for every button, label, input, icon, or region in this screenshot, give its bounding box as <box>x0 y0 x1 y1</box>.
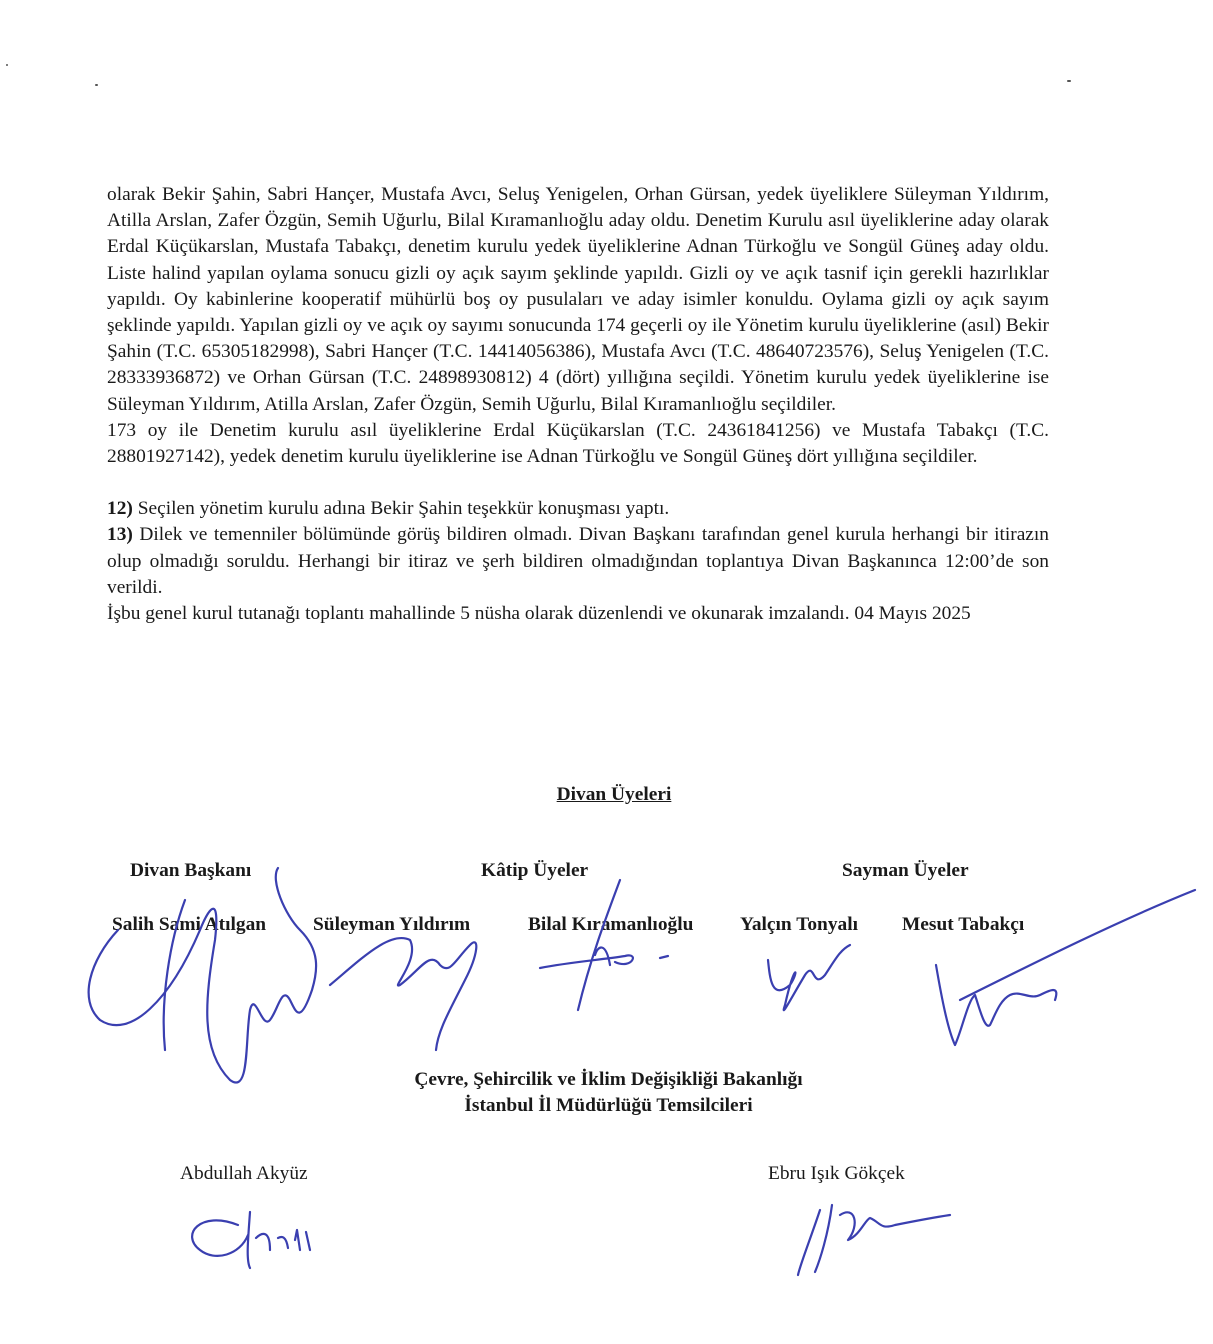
paragraph-audit-board: 173 oy ile Denetim kurulu asıl üyeliklerine Erdal Küçükarslan (T.C. 24361841256) ve Mustafa Tabakçı (T.C. 28801927142), yedek denetim kurulu üyeliklerine ise Adnan Türkoğlu ve Songül Güneş dört yıllığına seçildiler. <box>107 419 1049 468</box>
divan-title: Divan Üyeleri <box>556 784 672 805</box>
signature-clerk-1 <box>330 938 476 1050</box>
minutes-body <box>107 182 1049 627</box>
scan-speck <box>95 84 98 86</box>
representative-name: Abdullah Akyüz <box>180 1163 308 1184</box>
item-12 <box>107 496 1049 522</box>
role-treasurers: Sayman Üyeler <box>842 860 969 881</box>
signature-treasurer-1 <box>768 945 850 1010</box>
signature-representative-1 <box>192 1212 310 1268</box>
item-13-text: Dilek ve temenniler bölümünde görüş bildiren olmadı. Divan Başkanı tarafından genel kurula herhangi bir itirazın olup olmadığı soruldu. Herhangi bir itiraz ve şerh bildiren olmadığından toplantıya Divan Başkanınca 12:00’de son verildi. <box>107 524 1049 598</box>
signature-chair <box>89 868 317 1083</box>
member-name: Salih Sami Atılgan <box>112 914 267 935</box>
paragraph-election-results: olarak Bekir Şahin, Sabri Hançer, Mustafa Avcı, Seluş Yenigelen, Orhan Gürsan, yedek üyeliklere Süleyman Yıldırım, Atilla Arslan, Zafer Özgün, Semih Uğurlu, Bilal Kıramanlıoğlu aday oldu. Denetim Kurulu asıl üyeliklerine aday olarak Erdal Küçükarslan, Mustafa Tabakçı, denetim kurulu yedek üyeliklerine Adnan Türkoğlu ve Songül Güneş aday oldu. Liste halind yapılan oylama sonucu gizli oy açık sayım şeklinde yapıldı. Gizli oy ve açık tasnif için gerekli hazırlıklar yapıldı. Oy kabinlerine kooperatif mühürlü boş oy pusulaları ve aday isimler konuldu. Oylama gizli oy açık sayım şeklinde yapıldı. Yapılan gizli oy ve açık oy sayımı sonucunda 174 geçerli oy ile Yönetim kurulu üyeliklerine (asıl) Bekir Şahin (T.C. 65305182998), Sabri Hançer (T.C. 14414056386), Mustafa Avcı (T.C. 48640723576), Seluş Yenigelen (T.C. 28333936872) ve Orhan Gürsan (T.C. 24898930812) 4 (dört) yıllığına seçildi. Yönetim kurulu yedek üyeliklerine ise Süleyman Yıldırım, Atilla Arslan, Zafer Özgün, Semih Uğurlu, Bilal Kıramanlıoğlu seçildiler. <box>107 184 1049 415</box>
scan-speck <box>1067 80 1071 82</box>
item-13 <box>107 522 1049 601</box>
signature-representative-2 <box>798 1205 950 1275</box>
ministry-office: İstanbul İl Müdürlüğü Temsilcileri <box>464 1095 753 1116</box>
item-12-number: 12) <box>107 498 133 520</box>
representative-name: Ebru Işık Gökçek <box>768 1163 905 1184</box>
scan-speck <box>6 64 8 66</box>
member-name: Mesut Tabakçı <box>902 914 1025 935</box>
member-name: Süleyman Yıldırım <box>313 914 471 935</box>
closing-statement: İşbu genel kurul tutanağı toplantı mahallinde 5 nüsha olarak düzenlendi ve okunarak imzalandı. 04 Mayıs 2025 <box>107 603 971 625</box>
role-chair: Divan Başkanı <box>130 860 252 881</box>
item-12-text: Seçilen yönetim kurulu adına Bekir Şahin teşekkür konuşması yaptı. <box>132 498 670 520</box>
role-clerks: Kâtip Üyeler <box>481 860 589 881</box>
ministry-name: Çevre, Şehircilik ve İklim Değişikliği Bakanlığı <box>414 1069 803 1090</box>
item-13-number: 13) <box>107 524 133 546</box>
member-name: Bilal Kıramanlıoğlu <box>528 914 694 935</box>
member-name: Yalçın Tonyalı <box>740 914 859 935</box>
signature-clerk-2 <box>540 880 668 1010</box>
